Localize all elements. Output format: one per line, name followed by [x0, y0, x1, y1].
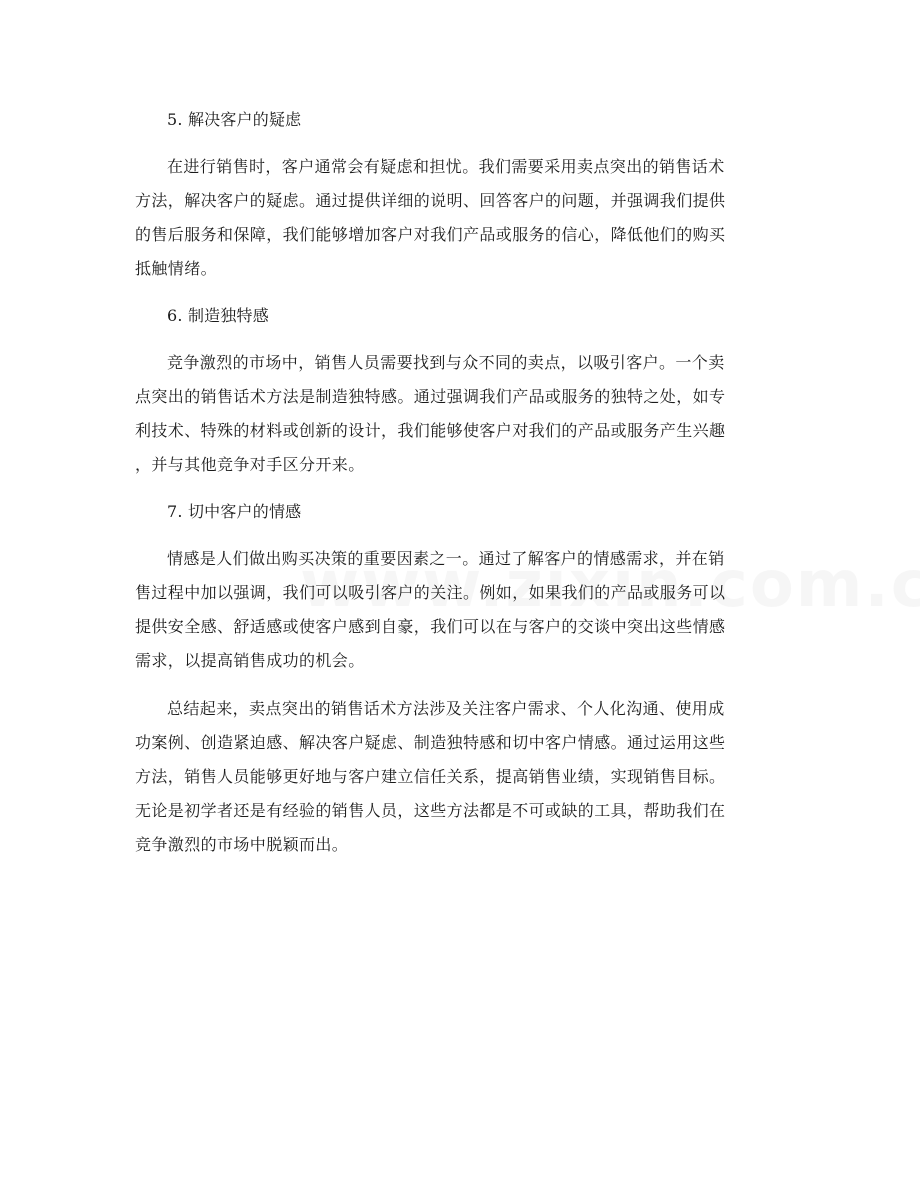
paragraph-line: 的售后服务和保障，我们能够增加客户对我们产品或服务的信心，降低他们的购买 [135, 225, 726, 244]
section-heading-7: 7. 切中客户的情感 [167, 502, 302, 521]
paragraph-line: 抵触情绪。 [135, 259, 218, 278]
document-body [135, 104, 807, 876]
paragraph-line: 总结起来，卖点突出的销售话术方法涉及关注客户需求、个人化沟通、使用成 [167, 699, 725, 718]
paragraph-line: 方法，销售人员能够更好地与客户建立信任关系，提高销售业绩，实现销售目标。 [135, 767, 726, 786]
paragraph-line: 无论是初学者还是有经验的销售人员，这些方法都是不可或缺的工具，帮助我们在 [135, 801, 726, 820]
paragraph-line: 竞争激烈的市场中，销售人员需要找到与众不同的卖点，以吸引客户。一个卖 [167, 353, 725, 372]
paragraph-line: ，并与其他竞争对手区分开来。 [135, 455, 365, 474]
paragraph-line: 方法，解决客户的疑虑。通过提供详细的说明、回答客户的问题，并强调我们提供 [135, 191, 726, 210]
conclusion-paragraph [135, 692, 807, 862]
section-heading-6: 6. 制造独特感 [167, 306, 269, 325]
section-heading-5: 5. 解决客户的疑虑 [167, 110, 302, 129]
paragraph-line: 在进行销售时，客户通常会有疑虑和担忧。我们需要采用卖点突出的销售话术 [167, 157, 725, 176]
paragraph-line: 点突出的销售话术方法是制造独特感。通过强调我们产品或服务的独特之处，如专 [135, 387, 726, 406]
section-paragraph-7 [135, 542, 807, 678]
section-paragraph-6 [135, 346, 807, 482]
paragraph-line: 功案例、创造紧迫感、解决客户疑虑、制造独特感和切中客户情感。通过运用这些 [135, 733, 726, 752]
paragraph-line: 售过程中加以强调，我们可以吸引客户的关注。例如，如果我们的产品或服务可以 [135, 583, 726, 602]
paragraph-line: 需求，以提高销售成功的机会。 [135, 651, 365, 670]
paragraph-line: 利技术、特殊的材料或创新的设计，我们能够使客户对我们的产品或服务产生兴趣 [135, 421, 726, 440]
paragraph-line: 提供安全感、舒适感或使客户感到自豪，我们可以在与客户的交谈中突出这些情感 [135, 617, 726, 636]
section-paragraph-5 [135, 150, 807, 286]
paragraph-line: 竞争激烈的市场中脱颖而出。 [135, 835, 349, 854]
paragraph-line: 情感是人们做出购买决策的重要因素之一。通过了解客户的情感需求，并在销 [167, 549, 725, 568]
